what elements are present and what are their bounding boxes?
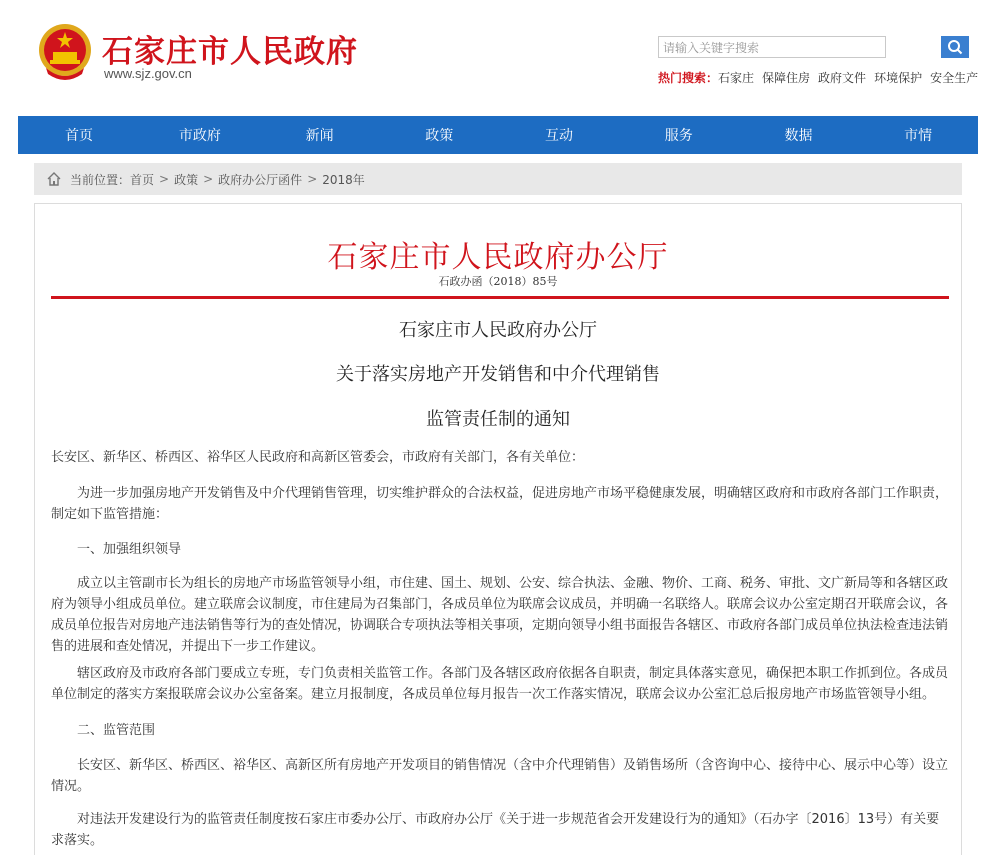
nav-item-city-info[interactable]: 市情 bbox=[904, 128, 933, 144]
breadcrumb bbox=[34, 163, 962, 195]
breadcrumb-year[interactable]: 2018年 bbox=[322, 172, 365, 187]
document-title-line: 石家庄市人民政府办公厅 bbox=[399, 320, 597, 341]
document-title-line: 监管责任制的通知 bbox=[426, 409, 570, 430]
breadcrumb-separator: > bbox=[203, 172, 214, 186]
national-emblem-icon[interactable] bbox=[36, 22, 94, 82]
hot-search-bar bbox=[658, 69, 986, 86]
breadcrumb-separator: > bbox=[307, 172, 318, 186]
nav-item-data[interactable]: 数据 bbox=[784, 128, 813, 144]
document-issuer-header: 石家庄市人民政府办公厅 bbox=[327, 240, 669, 275]
nav-item-policy[interactable]: 政策 bbox=[425, 128, 454, 144]
breadcrumb-label: 当前位置： bbox=[70, 172, 131, 187]
document-paragraph: 成立以主管副市长为组长的房地产市场监管领导小组，市住建、国土、规划、公安、综合执法、金融、物价、工商、税务、审批、文广新局等和各辖区政府为领导小组成员单位。建立联席会议制度，市住建局为召集部门，各成员单位为联席会议成员，并明确一名联络人。联席会议办公室定期召开联席会议，各成员单位报告对房地产违法销售等行为的查处情况，协调联合专项执法等相关事项，定期向领导小组书面报告各辖区、市政府各部门成员单位执法检查违法销售的进展和查处情况，并提出下一步工作建议。 bbox=[51, 576, 949, 654]
site-header bbox=[0, 0, 994, 116]
hot-link[interactable]: 石家庄 bbox=[718, 71, 755, 85]
document-section-heading: 一、加强组织领导 bbox=[77, 542, 182, 557]
nav-item-government[interactable]: 市政府 bbox=[178, 128, 221, 144]
site-title[interactable]: 石家庄市人民政府 bbox=[102, 34, 358, 70]
document-article bbox=[34, 203, 962, 855]
search-input[interactable]: 请输入关键字搜索 bbox=[658, 36, 886, 58]
nav-item-interaction[interactable]: 互动 bbox=[545, 128, 574, 144]
home-icon bbox=[46, 171, 62, 187]
hot-link[interactable]: 环境保护 bbox=[874, 71, 923, 85]
hot-link[interactable]: 保障住房 bbox=[762, 71, 811, 85]
hot-link[interactable]: 安全生产 bbox=[930, 71, 979, 85]
main-nav bbox=[18, 116, 978, 154]
nav-item-home[interactable]: 首页 bbox=[65, 128, 93, 144]
hot-link[interactable]: 政府文件 bbox=[818, 71, 867, 85]
breadcrumb-office-letters[interactable]: 政府办公厅函件 bbox=[218, 172, 303, 187]
breadcrumb-policy[interactable]: 政策 bbox=[174, 172, 199, 187]
search-icon bbox=[947, 39, 963, 55]
document-paragraph: 长安区、新华区、桥西区、裕华区、高新区所有房地产开发项目的销售情况（含中介代理销售）及销售场所（含咨询中心、接待中心、展示中心等）设立情况。 bbox=[51, 758, 949, 794]
document-paragraph: 对违法开发建设行为的监管责任制度按石家庄市委办公厅、市政府办公厅《关于进一步规范省会开发建设行为的通知》（石办字〔2016〕13号）有关要求落实。 bbox=[51, 812, 940, 848]
search-button[interactable] bbox=[941, 36, 969, 58]
red-divider bbox=[51, 296, 949, 299]
nav-item-services[interactable]: 服务 bbox=[664, 128, 693, 144]
document-paragraph: 为进一步加强房地产开发销售及中介代理销售管理，切实维护群众的合法权益，促进房地产市场平稳健康发展，明确辖区政府和市政府各部门工作职责，制定如下监管措施： bbox=[51, 486, 949, 522]
document-paragraph: 长安区、新华区、桥西区、裕华区人民政府和高新区管委会，市政府有关部门，各有关单位： bbox=[51, 450, 585, 465]
nav-item-news[interactable]: 新闻 bbox=[305, 128, 334, 144]
document-title-line: 关于落实房地产开发销售和中介代理销售 bbox=[336, 364, 660, 385]
document-number: 石政办函（2018）85号 bbox=[438, 275, 558, 288]
breadcrumb-home[interactable]: 首页 bbox=[130, 172, 155, 187]
document-paragraph: 辖区政府及市政府各部门要成立专班，专门负责相关监管工作。各部门及各辖区政府依据各自职责，制定具体落实意见，确保把本职工作抓到位。各成员单位制定的落实方案报联席会议办公室备案。建立月报制度，各成员单位每月报告一次工作落实情况，联席会议办公室汇总后报房地产市场监管领导小组。 bbox=[51, 666, 949, 702]
breadcrumb-separator: > bbox=[159, 172, 170, 186]
hot-search-label: 热门搜索： bbox=[658, 71, 719, 85]
site-url: www.sjz.gov.cn bbox=[104, 66, 192, 81]
document-section-heading: 二、监管范围 bbox=[77, 723, 156, 738]
